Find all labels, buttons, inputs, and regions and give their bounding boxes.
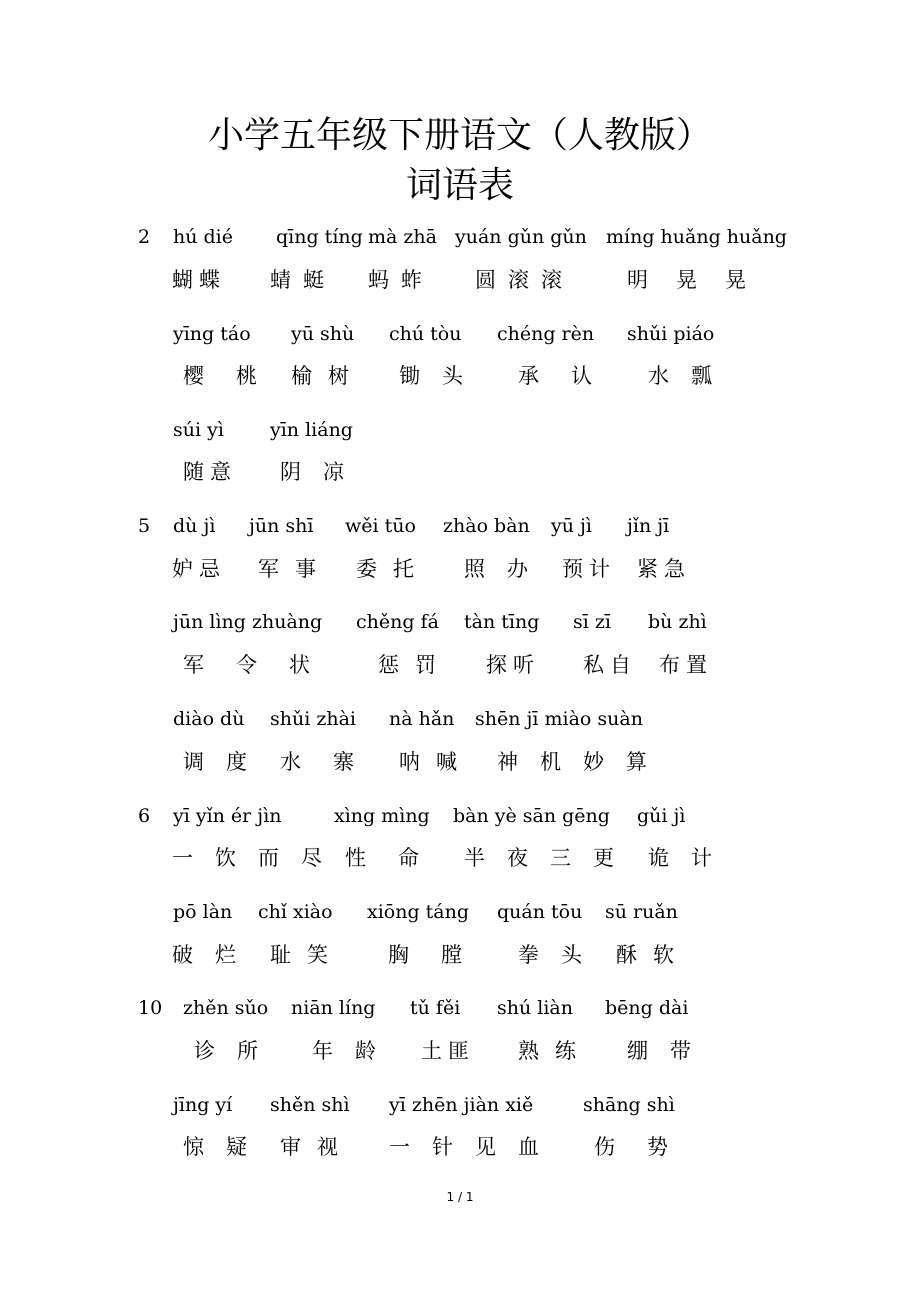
pinyin: xìng mìng [334, 805, 430, 827]
pinyin: yū jì [551, 515, 592, 537]
pinyin: chú tòu [389, 323, 462, 345]
word: 拳头 [518, 943, 604, 967]
pinyin: shǔi piáo [627, 323, 715, 345]
word: 预计 [562, 557, 616, 581]
word: 妒忌 [172, 557, 226, 581]
word: 蝴蝶 [172, 268, 226, 292]
word: 圆滚滚 [475, 268, 574, 292]
pinyin: mà zhā [368, 226, 437, 248]
word: 年龄 [312, 1039, 398, 1063]
pinyin: shǔi zhài [270, 708, 356, 730]
pinyin: niān líng [291, 997, 376, 1019]
word: 蚂蚱 [368, 268, 434, 292]
pinyin: míng huǎng huǎng [606, 226, 787, 248]
lesson-number: 10 [138, 997, 163, 1019]
pinyin: yuán gǔn gǔn [455, 226, 587, 248]
pinyin: hú dié [173, 226, 233, 248]
word: 胸膛 [388, 943, 494, 967]
word: 土匪 [421, 1039, 475, 1063]
lesson-number: 2 [138, 226, 151, 248]
pinyin: yīng táo [173, 323, 251, 345]
word: 耻笑 [270, 943, 344, 967]
pinyin: wěi tūo [345, 515, 416, 537]
pinyin: bēng dài [605, 997, 689, 1019]
pinyin: pō làn [173, 901, 233, 923]
pinyin: shěn shì [270, 1094, 350, 1116]
word: 熟练 [518, 1039, 592, 1063]
word: 审视 [280, 1135, 354, 1159]
pinyin: nà hǎn [389, 708, 455, 730]
word: 紧急 [637, 557, 691, 581]
word: 蜻蜓 [270, 268, 336, 292]
word: 一饮而尽 [172, 846, 344, 870]
pinyin: bàn yè sān gēng [453, 805, 610, 827]
pinyin: sū ruǎn [605, 901, 678, 923]
pinyin: sī zī [573, 611, 611, 633]
pinyin: jīng yí [173, 1094, 233, 1116]
word: 阴凉 [280, 460, 366, 484]
pinyin: jǐn jī [627, 515, 670, 537]
word: 破烂 [172, 943, 258, 967]
pinyin: gǔi jì [637, 805, 686, 827]
word: 榆树 [291, 364, 365, 388]
pinyin: zhěn sǔo [183, 997, 269, 1019]
word: 酥软 [616, 943, 690, 967]
pinyin: dù jì [173, 515, 216, 537]
word: 军令状 [183, 653, 342, 677]
word: 一针见血 [389, 1135, 561, 1159]
word: 诊所 [194, 1039, 280, 1063]
pinyin: yū shù [291, 323, 355, 345]
pinyin: yī yǐn ér jìn [173, 805, 282, 827]
lesson-number: 5 [138, 515, 151, 537]
word: 水瓢 [648, 364, 734, 388]
document-title: 小学五年级下册语文（人教版） [207, 115, 712, 156]
word: 樱桃 [183, 364, 289, 388]
pinyin: chǐ xiào [258, 901, 333, 923]
page-number: 1 / 1 [446, 1190, 474, 1204]
word: 惩罚 [378, 653, 452, 677]
word: 诡计 [648, 846, 734, 870]
word: 照办 [464, 557, 550, 581]
pinyin: shēn jī miào suàn [475, 708, 643, 730]
word: 委托 [356, 557, 430, 581]
word: 明晃晃 [627, 268, 774, 292]
pinyin: tàn tīng [464, 611, 540, 633]
pinyin: tǔ fěi [410, 997, 461, 1019]
word: 军事 [258, 557, 332, 581]
pinyin: chéng rèn [497, 323, 595, 345]
word: 呐喊 [399, 750, 473, 774]
word: 随意 [183, 460, 237, 484]
word: 承认 [518, 364, 624, 388]
pinyin: jūn lìng zhuàng [173, 611, 323, 633]
pinyin: shú liàn [497, 997, 573, 1019]
pinyin: súi yì [173, 419, 224, 441]
pinyin: chěng fá [356, 611, 439, 633]
word: 半夜三更 [464, 846, 636, 870]
pinyin: yī zhēn jiàn xiě [389, 1094, 534, 1116]
pinyin: shāng shì [583, 1094, 675, 1116]
word: 性命 [345, 846, 451, 870]
pinyin: jūn shī [249, 515, 314, 537]
word: 锄头 [399, 364, 485, 388]
word: 探听 [486, 653, 540, 677]
document-subtitle: 词语表 [405, 165, 514, 206]
pinyin: xiōng táng [367, 901, 470, 923]
word: 私自 [583, 653, 637, 677]
pinyin: bù zhì [648, 611, 707, 633]
word: 水寨 [280, 750, 386, 774]
word: 伤势 [594, 1135, 700, 1159]
pinyin: diào dù [173, 708, 245, 730]
word: 布置 [659, 653, 713, 677]
pinyin: yīn liáng [270, 419, 353, 441]
lesson-number: 6 [138, 805, 151, 827]
pinyin: zhào bàn [443, 515, 530, 537]
word: 神机妙算 [497, 750, 669, 774]
word: 绷带 [627, 1039, 713, 1063]
word: 惊疑 [183, 1135, 269, 1159]
pinyin: qīng tíng [276, 226, 363, 248]
pinyin: quán tōu [497, 901, 583, 923]
word: 调度 [183, 750, 269, 774]
